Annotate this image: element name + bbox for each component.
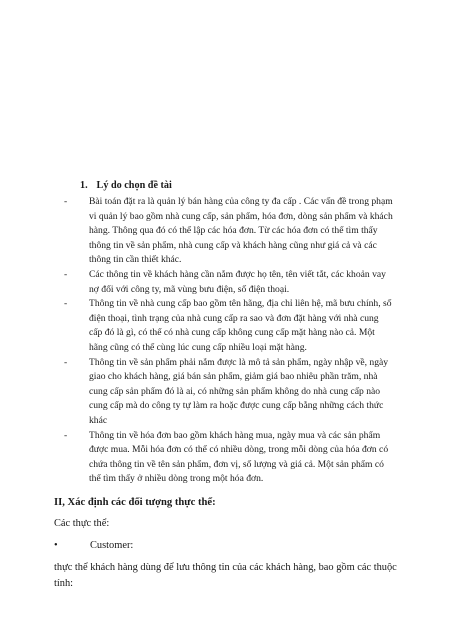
- list-item: - Các thông tin về khách hàng cần nắm được họ tên, tên viết tắt, các khoản vay nợ đối với công ty, mã vùng bưu điện, số điện thoại.: [64, 268, 386, 295]
- section-title: Lý do chọn đề tài: [96, 180, 172, 191]
- bullet-icon: •: [54, 540, 58, 551]
- list-item: - Thông tin về nhà cung cấp bao gồm tên hãng, địa chỉ liên hệ, mã bưu chính, số điện thoại, tình trạng của nhà cung cấp ra sao và đơn đặt hàng với nhà cung cấp đó là gì, có thể có nhà cung cấp không cung cấp mặt hàng nào cả. Một hãng cũng có thể cùng lúc cung cấp nhiều loại mặt hàng.: [64, 298, 392, 353]
- section-heading: [80, 180, 172, 191]
- entity-name: Customer:: [90, 540, 134, 551]
- list-item-text: Thông tin về nhà cung cấp bao gồm tên hãng, địa chỉ liên hệ, mã bưu chính, số điện thoại, tình trạng của nhà cung cấp ra sao và đơn đặt hàng với nhà cung cấp đó là gì, có thể có nhà cung cấp không cung cấp mặt hàng nào cả. Một hãng cũng có thể cùng lúc cung cấp nhiều loại mặt hàng.: [89, 298, 392, 353]
- list-item-text: Bài toán đặt ra là quản lý bán hàng của công ty đa cấp . Các vấn đề trong phạm vi quản lý bao gồm nhà cung cấp, sản phẩm, hóa đơn, dòng sản phẩm và khách hàng. Thông qua đó có thể lập các hóa đơn. Từ các hóa đơn có thể tìm thấy thông tin về sản phẩm, nhà cung cấp và khách hàng cũng như giá cả và các thông tin cần thiết khác.: [89, 196, 393, 266]
- list-item: - Bài toán đặt ra là quản lý bán hàng của công ty đa cấp . Các vấn đề trong phạm vi quản lý bao gồm nhà cung cấp, sản phẩm, hóa đơn, dòng sản phẩm và khách hàng. Thông qua đó có thể lập các hóa đơn. Từ các hóa đơn có thể tìm thấy thông tin về sản phẩm, nhà cung cấp và khách hàng cũng như giá cả và các thông tin cần thiết khác.: [64, 196, 393, 266]
- list-item-text: Các thông tin về khách hàng cần nắm được họ tên, tên viết tắt, các khoản vay nợ đối với công ty, mã vùng bưu điện, số điện thoại.: [89, 268, 386, 295]
- reason-list: [64, 195, 394, 487]
- section-number: 1.: [80, 180, 88, 191]
- entity-description: thực thể khách hàng dùng để lưu thông tin của các khách hàng, bao gồm các thuộc tính:: [54, 562, 397, 589]
- list-item-text: Thông tin về sản phẩm phải nắm được là mô tả sản phẩm, ngày nhập về, ngày giao cho khách hàng, giá bán sản phẩm, giảm giá bao nhiêu phần trăm, nhà cung cấp sản phẩm đó là ai, có những sản phẩm không do nhà cung cấp nào cung cấp mà do công ty tự làm ra hoặc được cung cấp bằng những cách thức khác: [89, 356, 389, 426]
- list-item: - Thông tin về sản phẩm phải nắm được là mô tả sản phẩm, ngày nhập về, ngày giao cho khách hàng, giá bán sản phẩm, giảm giá bao nhiêu phần trăm, nhà cung cấp sản phẩm đó là ai, có những sản phẩm không do nhà cung cấp nào cung cấp mà do công ty tự làm ra hoặc được cung cấp bằng những cách thức khác: [64, 356, 389, 426]
- list-item-text: Thông tin về hóa đơn bao gồm khách hàng mua, ngày mua và các sản phẩm được mua. Mỗi hóa đơn có thể có nhiều dòng, trong mỗi dòng của hóa đơn có chứa thông tin về tên sản phẩm, đơn vị, số lượng và giá cả. Một sản phẩm có thể tìm thấy ở nhiều dòng trong một hóa đơn.: [89, 429, 389, 485]
- list-item: - Thông tin về hóa đơn bao gồm khách hàng mua, ngày mua và các sản phẩm được mua. Mỗi hóa đơn có thể có nhiều dòng, trong mỗi dòng của hóa đơn có chứa thông tin về tên sản phẩm, đơn vị, số lượng và giá cả. Một sản phẩm có thể tìm thấy ở nhiều dòng trong một hóa đơn.: [64, 429, 389, 485]
- section-2-heading: II, Xác định các đối tượng thực thể:: [54, 497, 216, 508]
- entities-intro: Các thực thể:: [54, 518, 110, 529]
- entity-bullet-item: [54, 540, 133, 551]
